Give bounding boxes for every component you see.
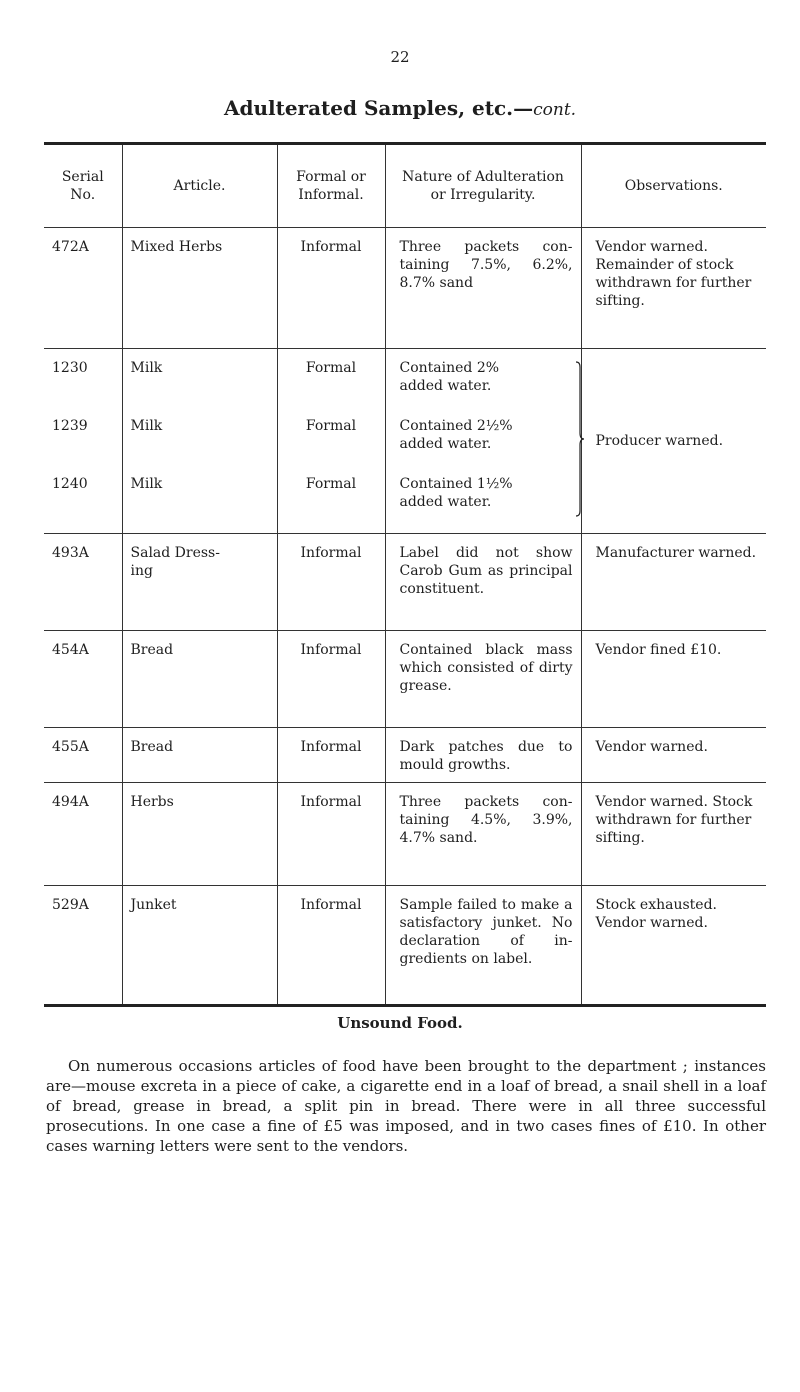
cell-formal: Informal xyxy=(277,228,385,349)
cell-nature: Contained black mass which consisted of dirty grease. xyxy=(385,631,581,728)
cell-serial: 472A xyxy=(52,239,89,255)
cell-article: Mixed Herbs xyxy=(122,228,277,349)
cell-formal: Informal xyxy=(277,783,385,886)
cell-formal: Informal xyxy=(277,728,385,783)
cell-article: Bread xyxy=(122,631,277,728)
cell-nature: Three packets containing 4.5%, 3.9%, 4.7% sand. xyxy=(385,783,581,886)
table-row-milk-group xyxy=(44,349,766,534)
cell-article: Junket xyxy=(122,886,277,1006)
cell-formal: Informal xyxy=(277,631,385,728)
cell-article: Milk xyxy=(130,476,163,492)
cell-nature: Dark patches due to mould growths. xyxy=(385,728,581,783)
header-serial: Serial No. xyxy=(44,144,122,228)
header-nature: Nature of Adulteration or Irregularity. xyxy=(385,144,581,228)
table-row xyxy=(44,886,766,1006)
cell-formal: Informal xyxy=(277,534,385,631)
curly-brace xyxy=(575,361,585,517)
cell-article: Salad Dressing xyxy=(122,534,277,631)
cell-article: Milk xyxy=(130,418,163,434)
cell-article: Milk xyxy=(130,360,163,376)
cell-observations: Vendor warned. Remainder of stock withdrawn for further sifting. xyxy=(581,228,766,349)
header-formal: Formal or Informal. xyxy=(277,144,385,228)
cell-nature: Sample failed to make a satisfactory junket. No declaration of ingredients on label. xyxy=(385,886,581,1006)
table-row xyxy=(44,228,766,349)
cell-nature: Contained 1½% added water. xyxy=(399,476,513,510)
cell-serial: 454A xyxy=(52,642,89,658)
table-row xyxy=(44,631,766,728)
cell-article: Bread xyxy=(122,728,277,783)
table-row xyxy=(44,728,766,783)
cell-observations: Stock exhausted. Vendor warned. xyxy=(581,886,766,1006)
cell-serial: 455A xyxy=(52,739,89,755)
cell-observations: Producer warned. xyxy=(595,433,724,449)
cell-formal: Formal xyxy=(305,418,357,434)
cell-formal: Formal xyxy=(305,360,357,376)
cell-serial: 1230 xyxy=(52,360,88,376)
cell-observations: Manufacturer warned. xyxy=(581,534,766,631)
cell-observations: Vendor warned. Stock withdrawn for further sifting. xyxy=(581,783,766,886)
cell-serial: 529A xyxy=(52,897,89,913)
cell-nature: Contained 2½% added water. xyxy=(399,418,513,452)
header-observations: Observations. xyxy=(581,144,766,228)
table-header-row xyxy=(44,144,766,228)
cell-serial: 1239 xyxy=(52,418,88,434)
title-suffix: cont. xyxy=(533,100,577,120)
cell-serial: 493A xyxy=(52,545,89,561)
cell-formal: Informal xyxy=(277,886,385,1006)
title-main: Adulterated Samples, etc.— xyxy=(223,96,534,120)
cell-observations: Vendor fined £10. xyxy=(581,631,766,728)
cell-formal: Formal xyxy=(305,476,357,492)
cell-serial: 1240 xyxy=(52,476,88,492)
cell-nature: Three packets containing 7.5%, 6.2%, 8.7% sand xyxy=(385,228,581,349)
body-paragraph: On numerous occasions articles of food have been brought to the department ; instances are—mouse excreta in a piece of cake, a cigarette end in a loaf of bread, a snail shell in a loaf of bread, grease in bread, a split pin in bread. There were in all three successful prosecutions. In one case a fine of £5 was imposed, and in two cases fines of £10. In other cases warning letters were sent to the vendors. xyxy=(46,1057,766,1155)
cell-nature: Label did not show Carob Gum as principal constituent. xyxy=(385,534,581,631)
cell-nature: Contained 2% added water. xyxy=(399,360,500,394)
table-row xyxy=(44,534,766,631)
section-heading: Unsound Food. xyxy=(337,1014,463,1032)
table-row xyxy=(44,783,766,886)
cell-serial: 494A xyxy=(52,794,89,810)
cell-article: Herbs xyxy=(122,783,277,886)
page-title xyxy=(0,96,800,120)
header-article: Article. xyxy=(122,144,277,228)
page-number: 22 xyxy=(390,48,410,66)
cell-observations: Vendor warned. xyxy=(581,728,766,783)
adulterated-samples-table xyxy=(44,142,766,1007)
